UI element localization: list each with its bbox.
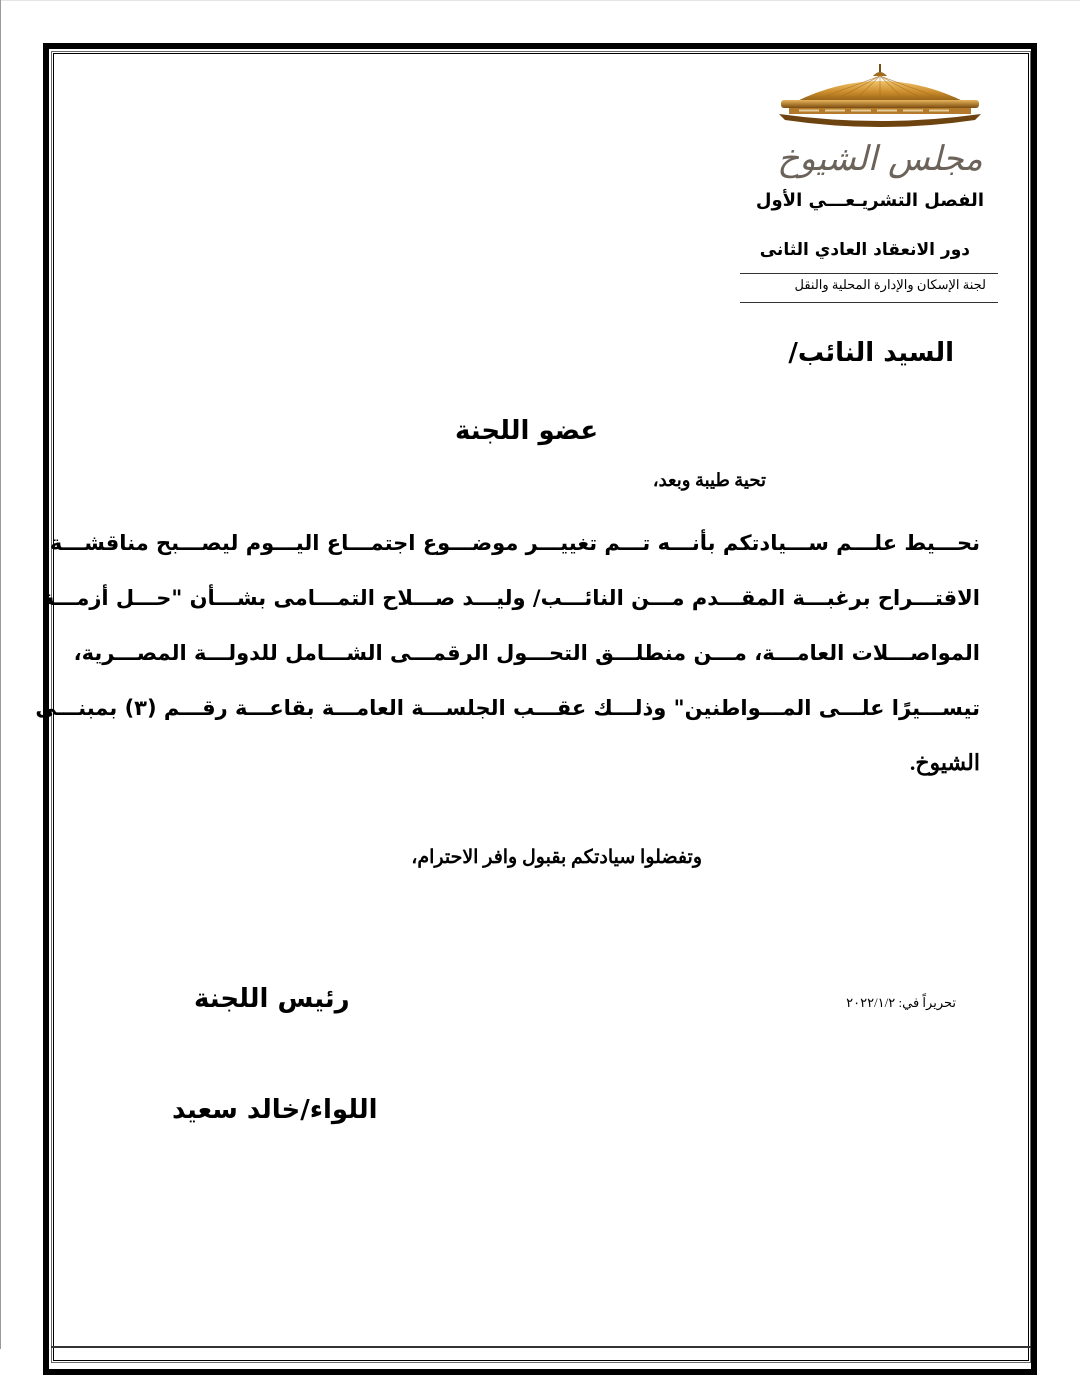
committee-name: لجنة الإسكان والإدارة المحلية والنقل: [794, 277, 986, 292]
page-border-bottom: [51, 1346, 1031, 1348]
page-top-edge: [0, 0, 1080, 1]
body-line: تيســـيرًا علـــى المـــواطنين" وذلـــك عقـــب الجلســـة العامـــة بقاعـــة رقـــم (٣) بمبنـــى: [35, 696, 980, 720]
greeting: تحية طيبة وبعد،: [652, 470, 766, 490]
addressee-role: عضو اللجنة: [455, 416, 599, 446]
logo-calligraphy: مجلس الشيوخ: [777, 139, 983, 179]
signature-title: رئيس اللجنة: [194, 984, 350, 1014]
header-divider-bottom: [740, 302, 998, 303]
page-left-edge: [0, 0, 1, 1349]
body-line: الاقتـــراح برغبـــة المقـــدم مـــن النائـــب/ وليـــد صـــلاح التمـــامى بشـــأن "حـــل أزمـــة: [42, 586, 980, 610]
dated-label: تحريراً في:: [898, 995, 956, 1010]
body-line: الشيوخ.: [909, 750, 980, 775]
body-line: المواصـــلات العامـــة، مـــن منطلـــق التحـــول الرقمـــى الشـــامل للدولـــة المصـــرية،: [73, 641, 980, 665]
header-divider-top: [740, 273, 998, 274]
closing-salutation: وتفضلوا سيادتكم بقبول وافر الاحترام،: [411, 847, 702, 868]
senate-logo: [775, 62, 985, 180]
legislative-term: الفصل التشريـعـــي الأول: [755, 190, 984, 211]
session-title: دور الانعقاد العادي الثانى: [759, 240, 970, 260]
body-line: نحـــيط علـــم ســـيادتكم بأنـــه تـــم تغييـــر موضـــوع اجتمـــاع اليـــوم ليصـــبح مناقشـــة: [49, 531, 980, 555]
signatory-name: اللواء/خالد سعيد: [172, 1095, 378, 1125]
date-value: ٢٠٢٢/١/٢: [846, 995, 896, 1010]
date-line: [846, 995, 956, 1011]
addressee-title: السيد النائب/: [788, 338, 954, 368]
dome-icon: [775, 62, 985, 180]
